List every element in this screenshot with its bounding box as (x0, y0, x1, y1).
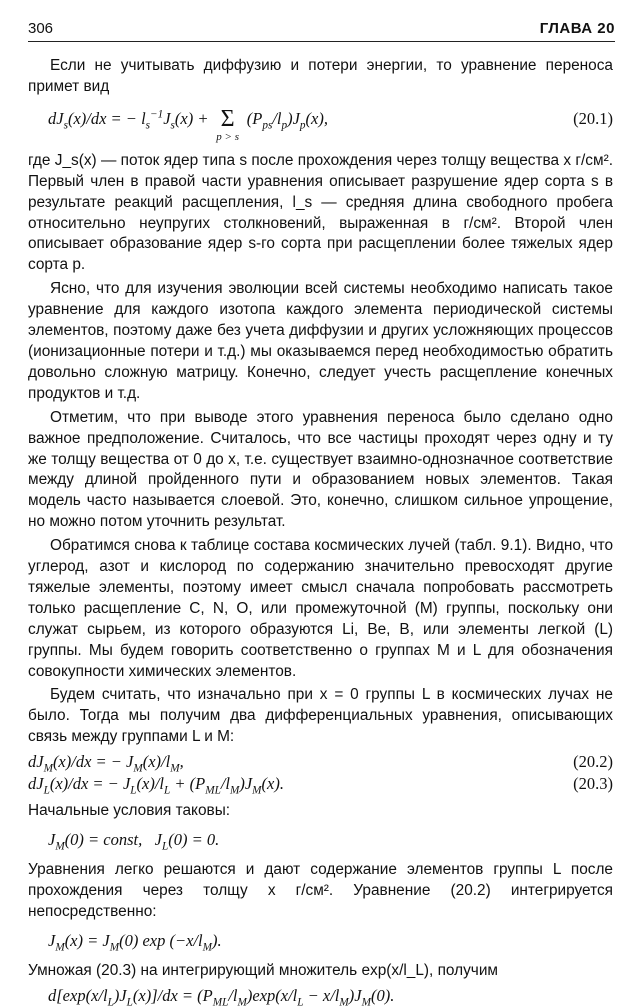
paragraph-groups: Будем считать, что изначально при x = 0 группы L в космических лучах не было. Тогда мы получим два дифференциальных уравнения, описывающих связь между группами L и M: (28, 686, 613, 746)
paragraph-definitions: где J_s(x) — поток ядер типа s после прохождения через толщу вещества x г/см². Первый член в правой части уравнения описывает разрушение ядер сорта s в результате реакций расщепления, l_s — средняя длина свободного пробега относительно неупругих столкновений, выраженная в г/см². Второй член описывает образование ядер s-го сорта при расщеплении более тяжелых ядер сорта p. (28, 151, 613, 274)
equation-solution-m (28, 929, 613, 953)
equation-20-2-text: $dJ_M(x)/dx$ = − $J_M(x)/l_M$, (28, 752, 184, 775)
equation-20-2 (28, 751, 613, 773)
page-number: 306 (28, 20, 54, 37)
running-header (28, 20, 615, 42)
paragraph-intro: Если не учитывать диффузию и потери энергии, то уравнение переноса примет вид (28, 57, 613, 95)
equation-final-text: $d[\exp(x/l_L)J_L(x)]/dx = (P_{ML}/l_M)\exp(x/l_L - x/l_M)J_M(0)$. (48, 985, 395, 1008)
equation-20-3 (28, 773, 613, 795)
paragraph-assumption: Отметим, что при выводе этого уравнения переноса было сделано одно важное предположение. Считалось, что все частицы проходят через одну и ту же толщу вещества от 0 до x, т.е. существует взаимно-однозначное соответствие между длиной пройденного пути и образованием новых элементов. Такая модель часто называется слоевой. Это, конечно, слишком сильное упрощение, но можно потом уточнить результат. (28, 408, 613, 531)
equation-20-1-number: (20.1) (573, 108, 613, 128)
equation-20-2-number: (20.2) (573, 752, 613, 772)
paragraph-evolution: Ясно, что для изучения эволюции всей системы необходимо написать такое уравнение для каждого изотопа каждого элемента периодической системы элементов, поэтому даже без учета диффузии и других усложняющих процессов (ионизационные потери и т.д.) мы оказываемся перед необходимостью обратить довольно сложную матрицу. Конечно, следует учесть расщепление конечных продуктов и т.д. (28, 280, 613, 402)
equation-20-1 (28, 101, 613, 151)
paragraph-solving: Уравнения легко решаются и дают содержание элементов группы L после прохождения через толщу x г/см². Уравнение (20.2) интегрируется непосредственно: (28, 861, 613, 920)
equation-final (28, 985, 613, 1007)
equation-20-3-number: (20.3) (573, 774, 613, 794)
chapter-title: ГЛАВА 20 (539, 20, 615, 37)
sum-symbol: Σ p > s (216, 105, 239, 143)
equation-solution-m-text: $J_M(x) = J_M(0)$ $\exp (-x/l_M)$. (48, 930, 222, 954)
equation-initial-text: $J_M(0)$ = const, $J_L(0) = 0$. (48, 830, 220, 853)
equation-20-3-text: $dJ_L(x)/dx$ = − $J_L(x)/l_L + (P_{ML}/l_M)J_M(x)$. (28, 774, 284, 797)
header-rule (28, 41, 615, 42)
equation-initial-conditions (28, 828, 613, 852)
equation-20-1-text: $dJ_s(x)/dx$ = − $l_s^{-1}J_s(x)$ + Σ p > s $(P_{ps}/l_p)J_p(x)$, (48, 105, 328, 143)
paragraph-initial-label: Начальные условия таковы: (28, 802, 231, 820)
paragraph-composition: Обратимся снова к таблице состава космических лучей (табл. 9.1). Видно, что углерод, азот и кислород по содержанию значительно превосходят другие тяжелые элементы, поэтому имеет смысл сначала попробовать рассмотреть только расщепление C, N, O, или промежуточной (M) группы, поскольку они служат сырьем, из которого образуются Li, Be, B, или элементы легкой (L) группы. Мы будем говорить соответственно о группах M и L для обозначения совокупности химических элементов. (28, 537, 613, 680)
page-body (28, 56, 613, 1007)
paragraph-integrating-factor: Умножая (20.3) на интегрирующий множитель exp(x/l_L), получим (28, 961, 499, 979)
